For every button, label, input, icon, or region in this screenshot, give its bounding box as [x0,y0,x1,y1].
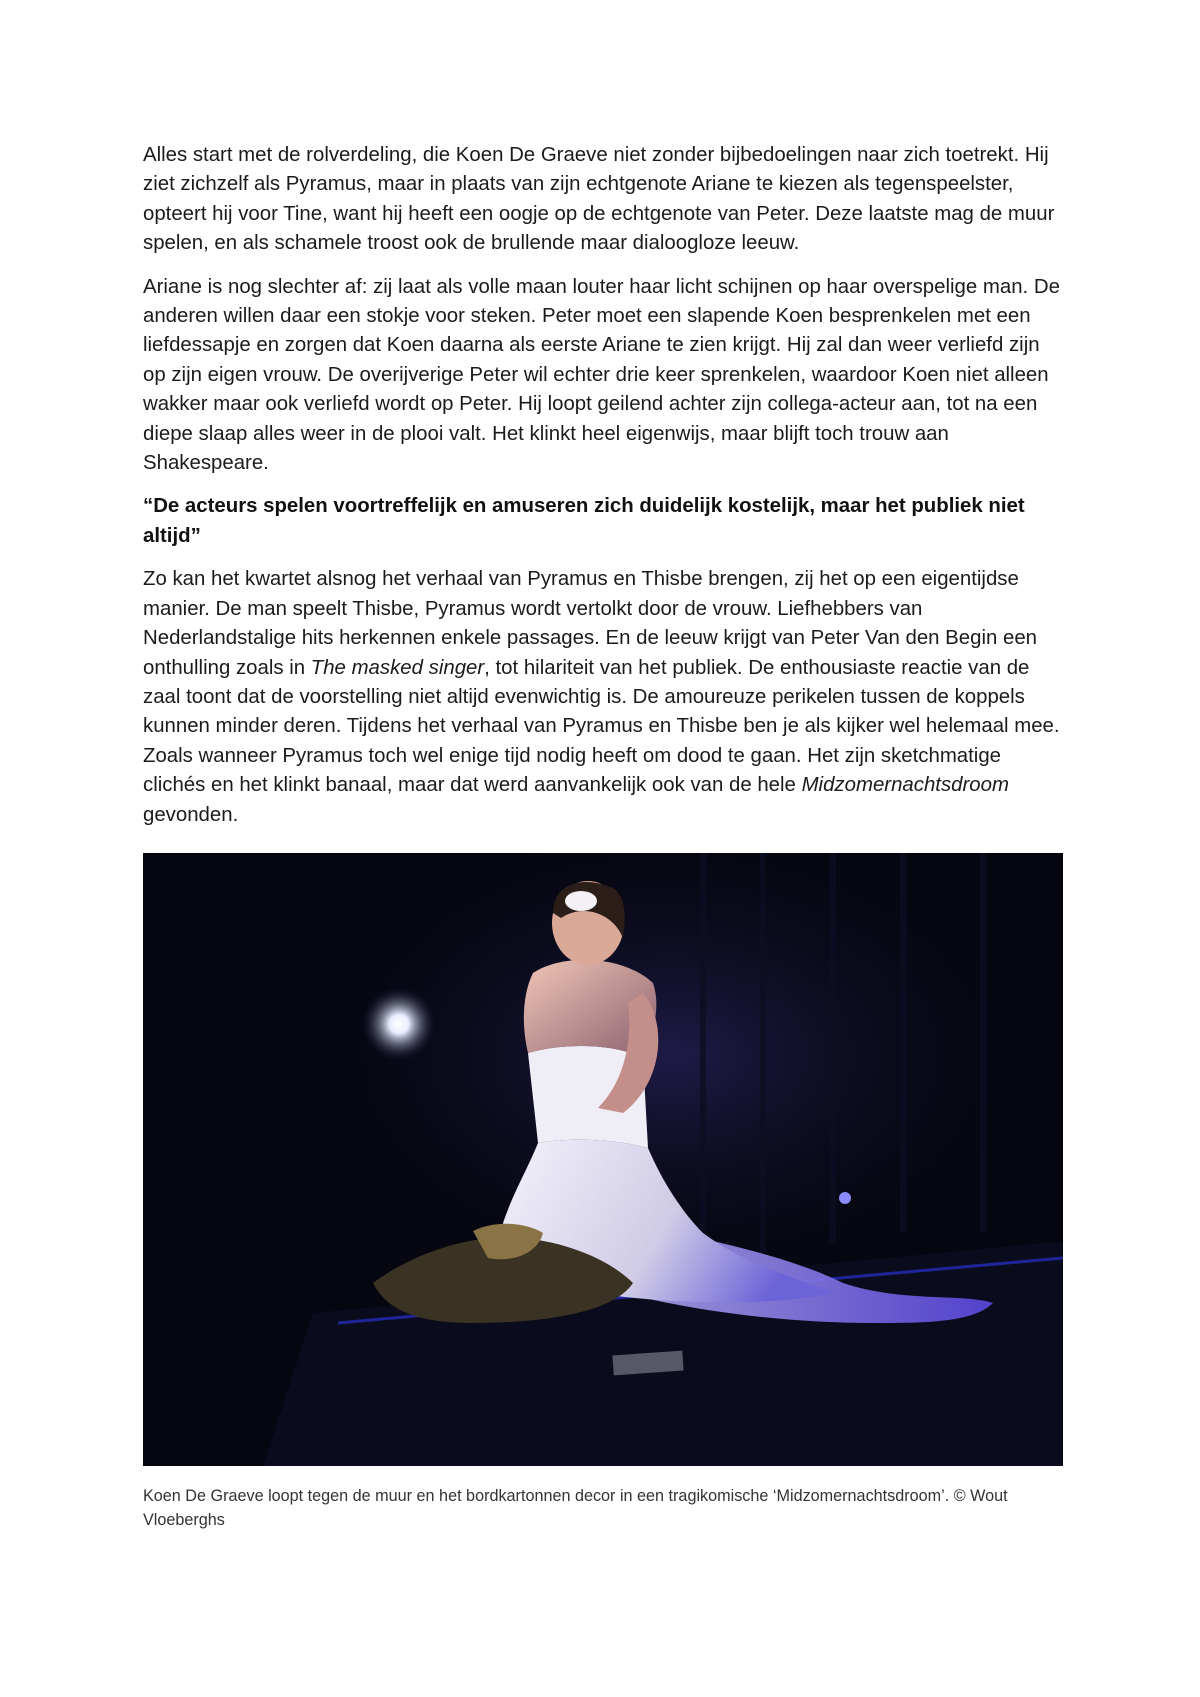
stage-spotlight [361,986,437,1062]
stage-photo [143,853,1063,1466]
article-body [143,141,1063,844]
paragraph-3 [143,565,1063,830]
pull-quote: “De acteurs spelen voortreffelijk en amuseren zich duidelijk kostelijk, maar het publiek niet altijd” [143,495,1025,547]
paragraph-2: Ariane is nog slechter af: zij laat als volle maan louter haar licht schijnen op haar overspelige man. De anderen willen daar een stokje voor steken. Peter moet een slapende Koen besprenkelen met een liefdessapje en zorgen dat Koen daarna als eerste Ariane te zien krijgt. Hij zal dan weer verliefd zijn op zijn eigen vrouw. De overijverige Peter wil echter drie keer sprenkelen, waardoor Koen niet alleen wakker maar ook verliefd wordt op Peter. Hij loopt geilend achter zijn collega-acteur aan, tot na een diepe slaap alles weer in de plooi valt. Het klinkt heel eigenwijs, maar blijft toch trouw aan Shakespeare. [143,275,1060,475]
paragraph-3-text-a: Zo kan het kwartet alsnog het verhaal van Pyramus en Thisbe brengen, zij het op een eigentijdse manier. De man speelt Thisbe, Pyramus wordt vertolkt door de vrouw. Liefhebbers van Nederlandstalige hits herkennen enkele passages. En de leeuw krijgt van Peter Van den Begin een onthulling zoals in [143,568,1038,679]
photo-caption: Koen De Graeve loopt tegen de muur en het bordkartonnen decor in een tragikomische ‘Midzomernachtsdroom’. © Wout Vloeberghs [143,1487,1008,1529]
paragraph-3-text-b: , tot hilariteit van het publiek. De enthousiaste reactie van de zaal toont dat de voorstelling niet altijd evenwichtig is. De amoureuze perikelen tussen de koppels kunnen minder deren. Tijdens het verhaal van Pyramus en Thisbe ben je als kijker wel helemaal mee. Zoals wanneer Pyramus toch wel enige tijd nodig heeft om dood te gaan. Het zijn sketchmatige clichés en het klinkt banaal, maar dat werd aanvankelijk ook van de hele [143,656,1060,797]
show-title-midzomernachtsdroom: Midzomernachtsdroom [801,774,1009,797]
head-bandage [565,891,597,911]
small-stage-light [839,1192,851,1204]
paragraph-3-text-c: gevonden. [143,803,239,826]
show-title-masked-singer: The masked singer [310,656,485,679]
paragraph-1: Alles start met de rolverdeling, die Koen De Graeve niet zonder bijbedoelingen naar zich toetrekt. Hij ziet zichzelf als Pyramus, maar in plaats van zijn echtgenote Ariane te kiezen als tegenspeelster, opteert hij voor Tine, want hij heeft een oogje op de echtgenote van Peter. Deze laatste mag de muur spelen, en als schamele troost ook de brullende maar dialoogloze leeuw. [143,144,1055,255]
